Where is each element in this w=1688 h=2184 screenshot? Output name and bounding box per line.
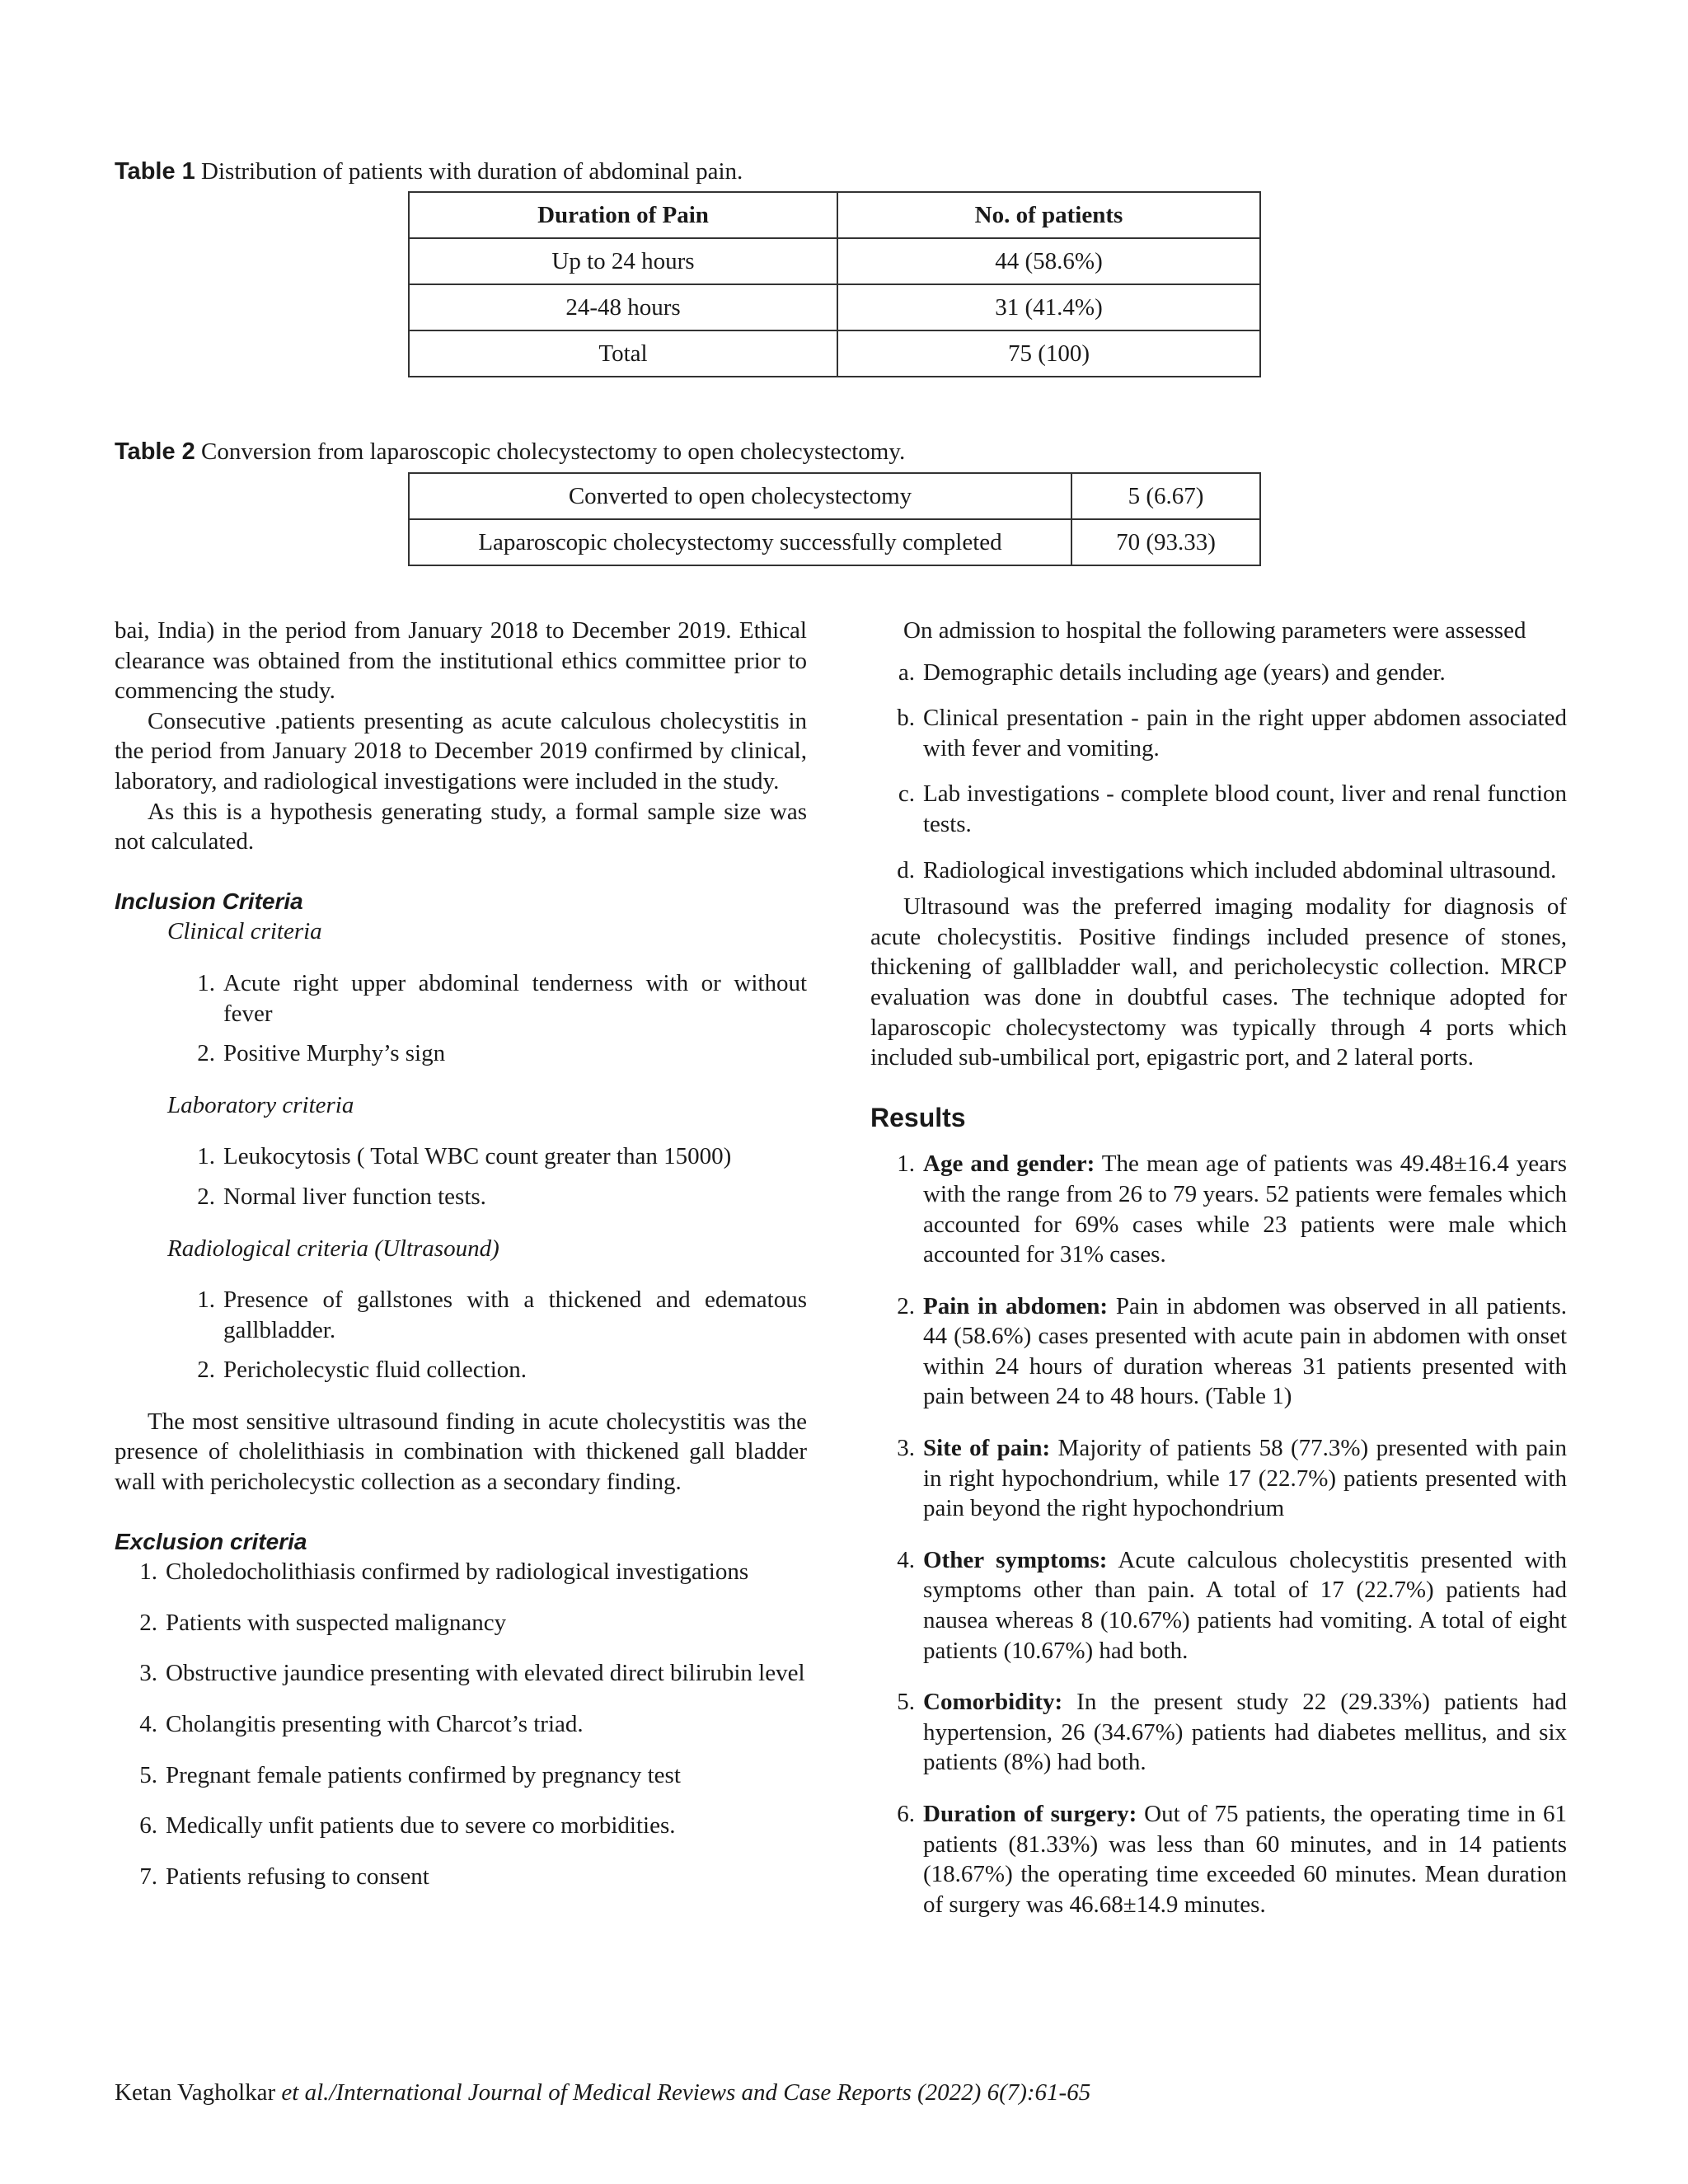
list-item-text: Normal liver function tests. <box>223 1183 486 1210</box>
table-cell: 5 (6.67) <box>1071 473 1260 519</box>
list-item-text: Demographic details including age (years) and gender. <box>923 658 1446 686</box>
table-cell: Total <box>409 330 837 377</box>
list-item-text: Acute right upper abdominal tenderness with or without fever <box>223 969 807 1027</box>
page-footer <box>115 2079 1090 2107</box>
lab-criteria-list <box>115 1141 807 1212</box>
list-item: 2. Pericholecystic fluid collection. <box>197 1357 528 1384</box>
list-item: 4. Cholangitis presenting with Charcot’s triad. <box>139 1711 584 1738</box>
right-column <box>870 616 1567 1941</box>
result-title: Other symptoms: <box>923 1546 1108 1573</box>
list-item: 1. Acute right upper abdominal tenderness with or without fever <box>197 969 807 1027</box>
clinical-criteria-list <box>115 968 807 1069</box>
exclusion-heading: Exclusion criteria <box>115 1528 307 1554</box>
table2-caption <box>115 437 905 466</box>
table2-caption-text: Conversion from laparoscopic cholecystectomy to open cholecystectomy. <box>201 438 906 465</box>
list-item: 6. Duration of surgery: Out of 75 patients, the operating time in 61 patients (81.33%) was less than 60 minutes, and in 14 patients (18.67%) the operating time exceeded 60 minutes. Mean duration of surgery was 46.68±14.9 minutes. <box>897 1801 1568 1918</box>
list-item: 6. Medically unfit patients due to severe co morbidities. <box>139 1812 676 1840</box>
result-text: In the present study 22 (29.33%) patients had hypertension, 26 (34.67%) patients had diabetes mellitus, and six patients (8%) had both. <box>923 1689 1567 1776</box>
table2-label: Table 2 <box>115 438 195 465</box>
table-header-row <box>409 192 1260 238</box>
list-item-text: Presence of gallstones with a thickened and edematous gallbladder. <box>223 1286 807 1343</box>
parameters-list <box>870 658 1567 886</box>
list-marker: a. <box>898 658 915 686</box>
list-item: 2. Normal liver function tests. <box>197 1183 486 1210</box>
table-row <box>409 284 1260 330</box>
list-item: 4. Other symptoms: Acute calculous cholecystitis presented with symptoms other than pain. A total of 17 (22.7%) patients had nausea whereas 8 (10.67%) patients had vomiting. A total of eight patients (10.67%) had both. <box>897 1546 1568 1664</box>
list-item: 2. Positive Murphy’s sign <box>197 1040 446 1067</box>
list-item-text: Medically unfit patients due to severe co morbidities. <box>166 1812 676 1840</box>
paragraph: As this is a hypothesis generating study, a formal sample size was not calculated. <box>115 798 807 855</box>
table-cell: Converted to open cholecystectomy <box>409 473 1071 519</box>
list-item-text: Pregnant female patients confirmed by pregnancy test <box>166 1761 681 1788</box>
table1-label: Table 1 <box>115 158 195 185</box>
result-text: Pain in abdomen was observed in all patients. 44 (58.6%) cases presented with acute pain in abdomen with onset within 24 hours of duration whereas 31 patients presented with pain between 24 to 48 hours. (Table 1) <box>923 1292 1567 1410</box>
table-row <box>409 238 1260 284</box>
footer-journal: International Journal of Medical Reviews and Case Reports (2022) 6(7):61-65 <box>335 2079 1091 2106</box>
table-cell: 75 (100) <box>837 330 1260 377</box>
table-header-cell: No. of patients <box>837 192 1260 238</box>
lab-criteria-label: Laboratory criteria <box>167 1091 354 1118</box>
table1-caption <box>115 157 743 186</box>
list-item: 2. Patients with suspected malignancy <box>139 1609 507 1636</box>
table-cell: 24-48 hours <box>409 284 837 330</box>
list-item: 1. Age and gender: The mean age of patients was 49.48±16.4 years with the range from 26 to 79 years. 52 patients were females which accounted for 69% cases while 23 patients were male which accounted for 31% cases. <box>897 1151 1567 1268</box>
table1-caption-text: Distribution of patients with duration of abdominal pain. <box>201 158 743 185</box>
list-item-text: Patients with suspected malignancy <box>166 1609 507 1636</box>
list-item <box>870 703 1567 763</box>
list-item-text: Patients refusing to consent <box>166 1863 429 1890</box>
footer-etal: et al./ <box>281 2079 336 2106</box>
table-row <box>409 330 1260 377</box>
list-item <box>870 658 1567 688</box>
list-item-text: Choledocholithiasis confirmed by radiological investigations <box>166 1558 749 1586</box>
list-item <box>870 855 1567 886</box>
list-item: 5. Pregnant female patients confirmed by pregnancy test <box>139 1761 681 1788</box>
list-item: 1. Presence of gallstones with a thickened and edematous gallbladder. <box>197 1286 807 1343</box>
result-title: Age and gender: <box>923 1151 1095 1178</box>
table-cell: Up to 24 hours <box>409 238 837 284</box>
table-cell: 70 (93.33) <box>1071 519 1260 565</box>
list-item: 2. Pain in abdomen: Pain in abdomen was observed in all patients. 44 (58.6%) cases presented with acute pain in abdomen with onset within 24 hours of duration whereas 31 patients presented with pain between 24 to 48 hours. (Table 1) <box>897 1292 1567 1410</box>
radio-criteria-list <box>115 1285 807 1385</box>
list-item-text: Obstructive jaundice presenting with elevated direct bilirubin level <box>166 1660 805 1687</box>
paragraph: The most sensitive ultrasound finding in acute cholecystitis was the presence of cholelithiasis in combination with thickened gall bladder wall with pericholecystic collection as a secondary finding. <box>115 1408 807 1496</box>
table-row <box>409 519 1260 565</box>
list-item-text: Radiological investigations which included abdominal ultrasound. <box>923 856 1557 883</box>
list-item: 3. Obstructive jaundice presenting with elevated direct bilirubin level <box>139 1660 805 1687</box>
footer-author: Ketan Vagholkar <box>115 2079 276 2106</box>
table-cell: Laparoscopic cholecystectomy successfully completed <box>409 519 1071 565</box>
list-item-text: Lab investigations - complete blood count, liver and renal function tests. <box>923 780 1567 837</box>
result-text: The mean age of patients was 49.48±16.4 years with the range from 26 to 79 years. 52 patients were females which accounted for 69% cases while 23 patients were male which accounted for 31% cases. <box>923 1151 1567 1268</box>
list-item: 1. Leukocytosis ( Total WBC count greater than 15000) <box>197 1143 732 1170</box>
table-cell: 31 (41.4%) <box>837 284 1260 330</box>
result-text: Majority of patients 58 (77.3%) presented with pain in right hypochondrium, while 17 (22.7%) patients presented with pain beyond the right hypochondrium <box>923 1435 1568 1522</box>
list-item: 5. Comorbidity: In the present study 22 (29.33%) patients had hypertension, 26 (34.67%) patients had diabetes mellitus, and six patients (8%) had both. <box>897 1689 1567 1776</box>
result-text: Out of 75 patients, the operating time in 61 patients (81.33%) was less than 60 minutes, and in 14 patients (18.67%) the operating time exceeded 60 minutes. Mean duration of surgery was 46.68±14.9 minutes. <box>923 1801 1568 1918</box>
result-title: Comorbidity: <box>923 1689 1063 1716</box>
result-text: Acute calculous cholecystitis presented with symptoms other than pain. A total of 17 (22.7%) patients had nausea whereas 8 (10.67%) patients had vomiting. A total of eight patients (10.67%) had both. <box>923 1546 1568 1664</box>
paragraph: bai, India) in the period from January 2018 to December 2019. Ethical clearance was obtained from the institutional ethics committee prior to commencing the study. <box>115 617 807 705</box>
list-item-text: Pericholecystic fluid collection. <box>223 1357 528 1384</box>
table1 <box>408 191 1261 377</box>
results-heading: Results <box>870 1102 966 1132</box>
inclusion-heading: Inclusion Criteria <box>115 888 303 914</box>
table-cell: 44 (58.6%) <box>837 238 1260 284</box>
list-item-text: Leukocytosis ( Total WBC count greater than 15000) <box>223 1143 732 1170</box>
list-item-text: Positive Murphy’s sign <box>223 1040 446 1067</box>
table-header-cell: Duration of Pain <box>409 192 837 238</box>
list-marker: b. <box>897 705 915 732</box>
table2 <box>408 472 1261 566</box>
list-item-text: Clinical presentation - pain in the right upper abdomen associated with fever and vomiting. <box>923 705 1567 762</box>
result-title: Duration of surgery: <box>923 1801 1137 1827</box>
paragraph: Consecutive .patients presenting as acute calculous cholecystitis in the period from January 2018 to December 2019 confirmed by clinical, laboratory, and radiological investigations were included in the study. <box>115 707 807 794</box>
paragraph: Ultrasound was the preferred imaging modality for diagnosis of acute cholecystitis. Positive findings included presence of stones, thickening of gallbladder wall, and pericholecystic collection. MRCP evaluation was done in doubtful cases. The technique adopted for laparoscopic cholecystectomy was typically through 4 ports which included sub-umbilical port, epigastric port, and 2 lateral ports. <box>870 893 1567 1071</box>
list-item: 7. Patients refusing to consent <box>139 1863 429 1890</box>
result-title: Pain in abdomen: <box>923 1292 1109 1319</box>
paragraph: On admission to hospital the following parameters were assessed <box>903 617 1526 644</box>
exclusion-list <box>115 1557 807 1891</box>
clinical-criteria-label: Clinical criteria <box>167 918 322 945</box>
result-title: Site of pain: <box>923 1435 1051 1462</box>
list-item: 3. Site of pain: Majority of patients 58 (77.3%) presented with pain in right hypochondrium, while 17 (22.7%) patients presented with pain beyond the right hypochondrium <box>897 1435 1568 1522</box>
list-marker: c. <box>898 780 915 808</box>
list-item-text: Cholangitis presenting with Charcot’s triad. <box>166 1711 584 1738</box>
list-item: 1. Choledocholithiasis confirmed by radiological investigations <box>139 1558 749 1586</box>
list-item <box>870 779 1567 839</box>
results-list <box>870 1149 1567 1919</box>
table-row <box>409 473 1260 519</box>
radio-criteria-label: Radiological criteria (Ultrasound) <box>167 1235 499 1262</box>
list-marker: d. <box>897 856 915 883</box>
left-column <box>115 616 807 1912</box>
